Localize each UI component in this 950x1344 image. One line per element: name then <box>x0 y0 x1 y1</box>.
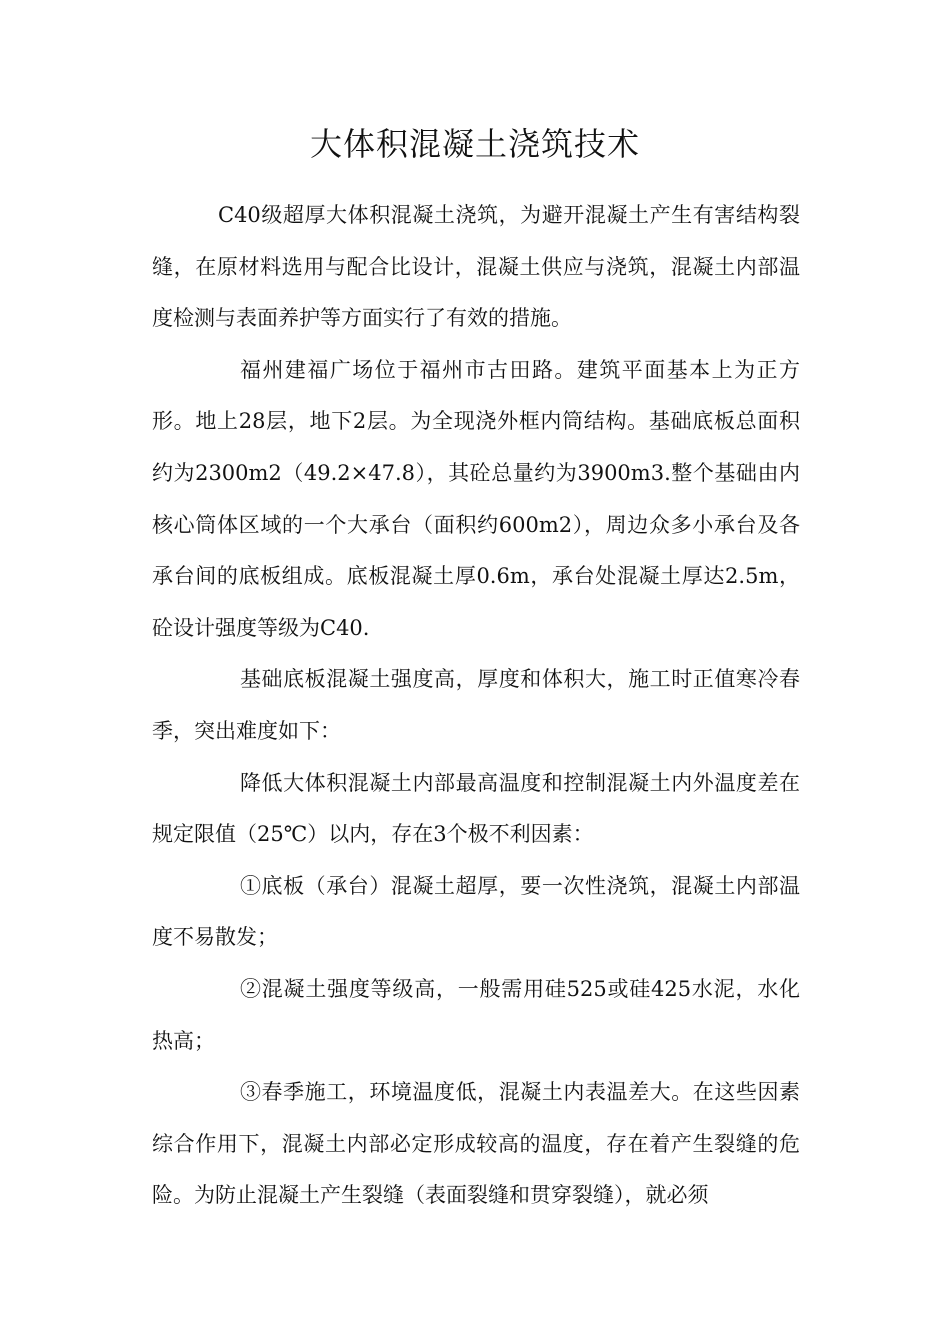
paragraph-difficulties: 基础底板混凝土强度高，厚度和体积大，施工时正值寒冷春季，突出难度如下： <box>152 667 800 743</box>
paragraph-project-overview: 福州建福广场位于福州市古田路。建筑平面基本上为正方形。地上28层，地下2层。为全现浇外框内筒结构。基础底板总面积约为2300m2（49.2×47.8），其砼总量约为3900m3.整个基础由内核心筒体区域的一个大承台（面积约600m2），周边众多小承台及各承台间的底板组成。底板混凝土厚0.6m，承台处混凝土厚达2.5m，砼设计强度等级为C40. <box>152 357 800 640</box>
document-body <box>152 190 800 1222</box>
paragraph-intro: C40级超厚大体积混凝土浇筑，为避开混凝土产生有害结构裂缝，在原材料选用与配合比设计，混凝土供应与浇筑，混凝土内部温度检测与表面养护等方面实行了有效的措施。 <box>152 203 800 331</box>
paragraph-temperature-control: 降低大体积混凝土内部最高温度和控制混凝土内外温度差在规定限值（25℃）以内，存在3个极不利因素： <box>152 770 800 847</box>
paragraph-factor-1: ①底板（承台）混凝土超厚，要一次性浇筑，混凝土内部温度不易散发； <box>152 873 800 950</box>
document-title: 大体积混凝土浇筑技术 <box>309 125 640 163</box>
paragraph-factor-3: ③春季施工，环境温度低，混凝土内表温差大。在这些因素综合作用下，混凝土内部必定形成较高的温度，存在着产生裂缝的危险。为防止混凝土产生裂缝（表面裂缝和贯穿裂缝），就必须 <box>152 1080 800 1208</box>
paragraph-factor-2: ②混凝土强度等级高，一般需用硅525或硅425水泥，水化热高； <box>152 976 800 1053</box>
